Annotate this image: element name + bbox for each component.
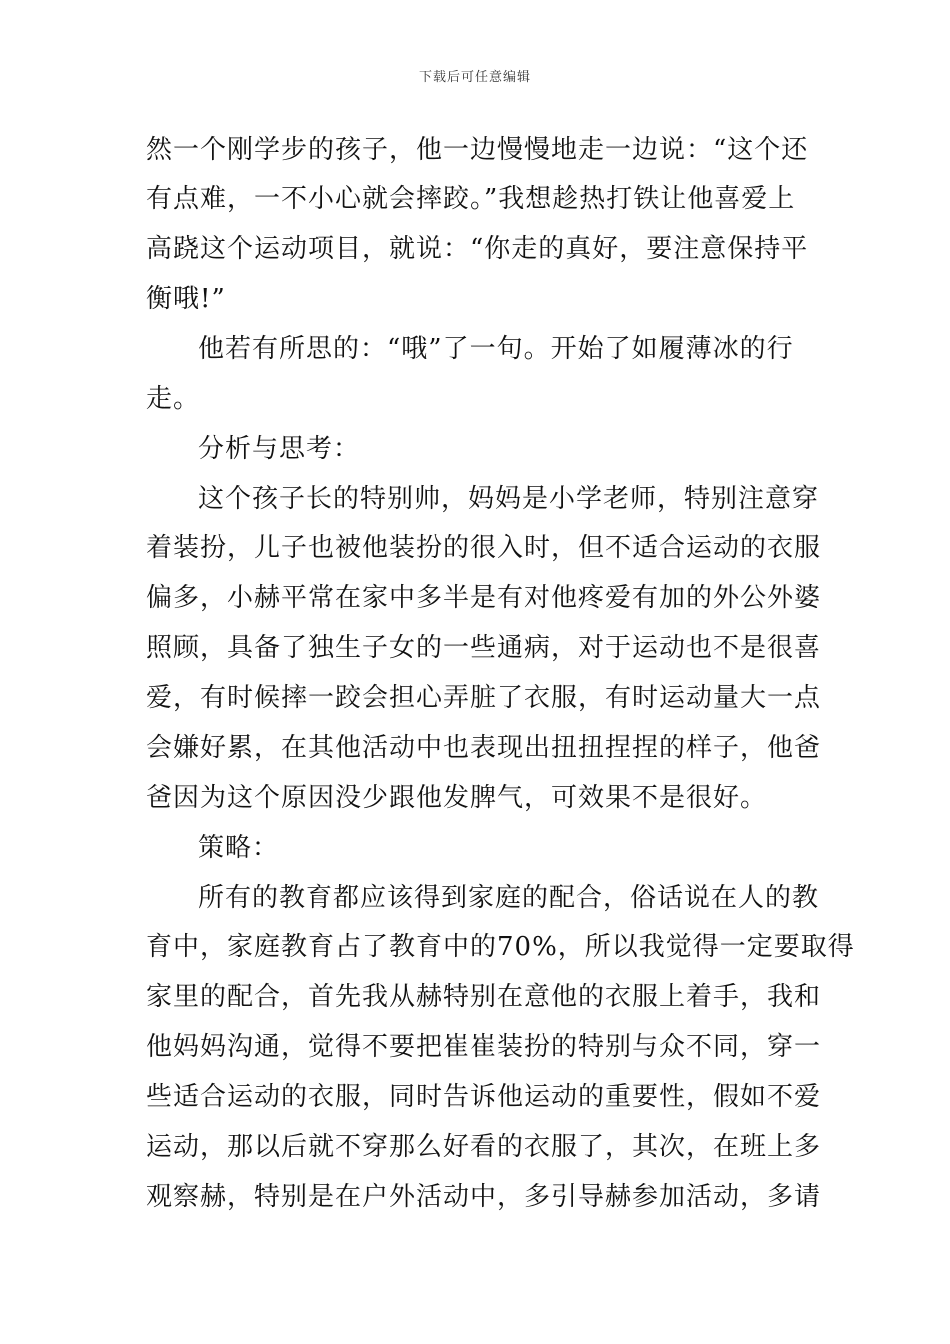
text-line: 育中，家庭教育占了教育中的70%，所以我觉得一定要取得 bbox=[146, 932, 855, 962]
paragraph-first-line: 这个孩子长的特别帅，妈妈是小学老师，特别注意穿 bbox=[198, 484, 820, 514]
text-line: 家里的配合，首先我从赫特别在意他的衣服上着手，我和 bbox=[146, 982, 822, 1012]
text-line: 有点难，一不小心就会摔跤。”我想趁热打铁让他喜爱上 bbox=[146, 184, 796, 214]
section-heading: 策略： bbox=[198, 833, 280, 863]
text-line: 走。 bbox=[146, 384, 201, 414]
text-line: 爸因为这个原因没少跟他发脾气，可效果不是很好。 bbox=[146, 783, 768, 813]
page-header: 下载后可任意编辑 bbox=[418, 70, 531, 85]
paragraph-first-line: 他若有所思的：“哦”了一句。开始了如履薄冰的行 bbox=[198, 334, 794, 364]
text-line: 他妈妈沟通，觉得不要把崔崔装扮的特别与众不同，穿一 bbox=[146, 1032, 822, 1062]
section-heading: 分析与思考： bbox=[198, 434, 361, 464]
text-line: 观察赫，特别是在户外活动中，多引导赫参加活动，多请 bbox=[146, 1182, 822, 1212]
text-line: 运动，那以后就不穿那么好看的衣服了，其次，在班上多 bbox=[146, 1132, 822, 1162]
text-line: 爱，有时候摔一跤会担心弄脏了衣服，有时运动量大一点 bbox=[146, 683, 822, 713]
text-line: 偏多，小赫平常在家中多半是有对他疼爱有加的外公外婆 bbox=[146, 583, 822, 613]
text-line: 些适合运动的衣服，同时告诉他运动的重要性，假如不爱 bbox=[146, 1082, 822, 1112]
text-line: 然一个刚学步的孩子，他一边慢慢地走一边说：“这个还 bbox=[146, 135, 809, 165]
text-line: 衡哦!” bbox=[146, 284, 226, 314]
text-line: 会嫌好累，在其他活动中也表现出扭扭捏捏的样子，他爸 bbox=[146, 733, 822, 763]
paragraph-first-line: 所有的教育都应该得到家庭的配合，俗话说在人的教 bbox=[198, 883, 820, 913]
text-line: 照顾，具备了独生子女的一些通病，对于运动也不是很喜 bbox=[146, 633, 822, 663]
text-line: 高跷这个运动项目，就说：“你走的真好，要注意保持平 bbox=[146, 234, 809, 264]
text-line: 着装扮，儿子也被他装扮的很入时，但不适合运动的衣服 bbox=[146, 533, 822, 563]
